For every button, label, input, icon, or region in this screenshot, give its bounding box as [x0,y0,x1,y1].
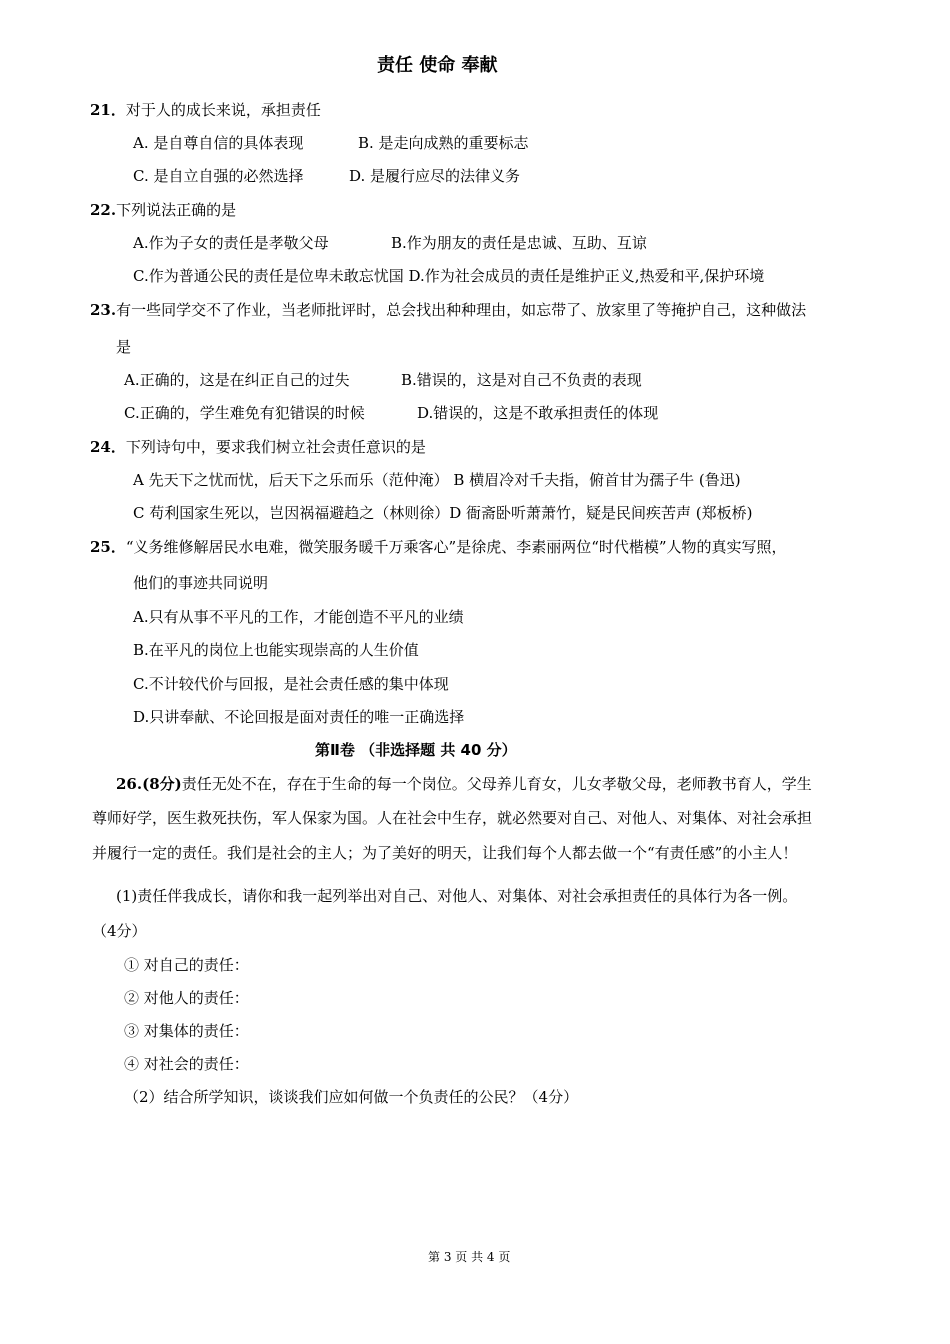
question-number: 21． [90,101,126,119]
question-24-stem [90,437,426,457]
option-ab: A 先天下之忧而忧，后天下之乐而乐（范仲淹） B 横眉冷对千夫指，俯首甘为孺子牛 (鲁迅) [133,471,741,489]
question-text: “义务维修解居民水电难，微笑服务暖千万乘客心”是徐虎、李素丽两位“时代楷模”人物的真实写照， [125,538,787,556]
sub-question-1: (1)责任伴我成长，请你和我一起列举出对自己、对他人、对集体、对社会承担责任的具体行为各一例。 [116,887,798,905]
sub-question-1-score: （4分） [92,922,147,940]
question-23-stem-cont: 是 [116,338,132,356]
option-b: B.作为朋友的责任是忠诚、互助、互谅 [391,234,647,252]
question-21-stem [90,100,321,120]
answer-item-1: ① 对自己的责任： [124,956,249,974]
option-a: A.作为子女的责任是孝敬父母 [133,234,329,252]
option-a: A.只有从事不平凡的工作，才能创造不平凡的业绩 [133,608,464,626]
answer-item-3: ③ 对集体的责任： [124,1022,249,1040]
question-25-stem-cont: 他们的事迹共同说明 [133,574,269,592]
option-c: C.正确的，学生难免有犯错误的时候 [124,404,365,422]
question-number: 26.(8分) [116,775,182,793]
sub-question-2: （2）结合所学知识，谈谈我们应如何做一个负责任的公民？（4分） [124,1088,579,1106]
option-cd: C.作为普通公民的责任是位卑未敢忘忧国 D.作为社会成员的责任是维护正义,热爱和平,保护环境 [133,267,765,285]
question-22-stem [90,200,236,220]
question-23-stem [90,300,806,320]
option-d: D. 是履行应尽的法律义务 [349,167,521,185]
option-c: C. 是自立自强的必然选择 [133,167,304,185]
question-number: 22. [90,201,117,219]
question-text: 有一些同学交不了作业，当老师批评时，总会找出种种理由，如忘带了、放家里了等掩护自己，这种做法 [116,301,807,319]
question-text: 下列说法正确的是 [116,201,237,219]
answer-item-2: ② 对他人的责任： [124,989,249,1007]
question-number: 23. [90,301,117,319]
answer-item-4: ④ 对社会的责任： [124,1055,249,1073]
option-b: B. 是走向成熟的重要标志 [358,134,529,152]
question-text: 下列诗句中，要求我们树立社会责任意识的是 [125,438,426,456]
question-25-stem [90,537,787,557]
option-a: A.正确的，这是在纠正自己的过失 [124,371,350,389]
question-number: 24． [90,438,126,456]
option-cd: C 苟利国家生死以，岂因祸福避趋之（林则徐）D 衙斋卧听萧萧竹，疑是民间疾苦声 (郑板桥) [133,504,753,522]
option-d: D.只讲奉献、不论回报是面对责任的唯一正确选择 [133,708,465,726]
question-26-line-2: 尊师好学，医生救死扶伤，军人保家为国。人在社会中生存，就必然要对自己、对他人、对集体、对社会承担 [92,809,813,827]
option-c: C.不计较代价与回报，是社会责任感的集中体现 [133,675,449,693]
option-b: B.错误的，这是对自己不负责的表现 [401,371,642,389]
question-26-line-3: 并履行一定的责任。我们是社会的主人；为了美好的明天，让我们每个人都去做一个“有责任感”的小主人！ [92,844,798,862]
option-d: D.错误的，这是不敢承担责任的体现 [417,404,659,422]
option-b: B.在平凡的岗位上也能实现崇高的人生价值 [133,641,419,659]
question-text: 对于人的成长来说，承担责任 [125,101,321,119]
question-number: 25． [90,538,126,556]
page-footer: 第 3 页 共 4 页 [428,1250,511,1264]
section-2-heading: 第Ⅱ卷 （非选择题 共 40 分） [315,741,517,759]
page-title: 责任 使命 奉献 [377,55,498,76]
option-a: A. 是自尊自信的具体表现 [133,134,304,152]
question-26-line-1 [116,774,812,794]
question-text: 责任无处不在，存在于生命的每一个岗位。父母养儿育女，儿女孝敬父母，老师教书育人，学生 [181,775,812,793]
